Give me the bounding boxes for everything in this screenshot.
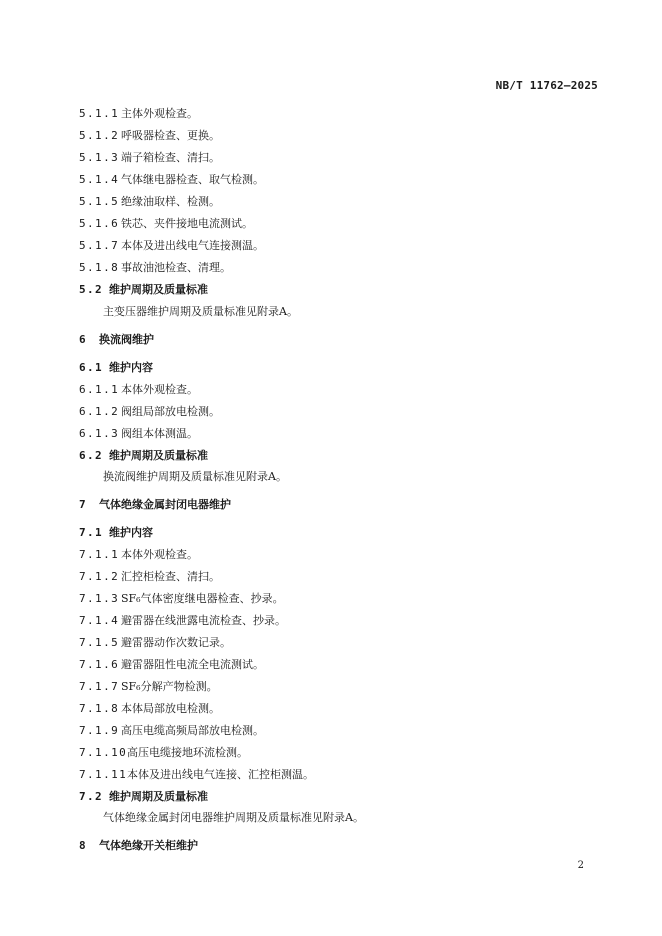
clause-number: 7.1.10 <box>79 746 128 759</box>
heading-text: 气体绝缘金属封闭电器维护 <box>99 498 231 511</box>
heading-text: 气体绝缘开关柜维护 <box>99 839 198 852</box>
clause-text: 本体局部放电检测。 <box>121 702 220 715</box>
list-item <box>79 700 220 718</box>
heading-text: 维护周期及质量标准 <box>109 283 208 296</box>
clause-text: 避雷器在线泄露电流检查、抄录。 <box>121 614 286 627</box>
section-heading <box>79 281 208 299</box>
clause-number: 5.1.2 <box>79 129 120 142</box>
clause-number: 6.1 <box>79 361 104 374</box>
list-item <box>79 259 231 277</box>
clause-text: 阀组局部放电检测。 <box>121 405 220 418</box>
clause-text: 气体继电器检查、取气检测。 <box>121 173 264 186</box>
clause-text: 主体外观检查。 <box>121 107 198 120</box>
clause-number: 7.1.3 <box>79 592 120 605</box>
clause-number: 5.1.1 <box>79 107 120 120</box>
paragraph: 气体绝缘金属封闭电器维护周期及质量标准见附录A。 <box>103 811 364 824</box>
clause-number: 7.1.5 <box>79 636 120 649</box>
clause-number: 7.1.9 <box>79 724 120 737</box>
list-item <box>79 127 220 145</box>
clause-number: 5.1.5 <box>79 195 120 208</box>
clause-number: 7.1.2 <box>79 570 120 583</box>
clause-number: 5.1.8 <box>79 261 120 274</box>
clause-text: 事故油池检查、清理。 <box>121 261 231 274</box>
clause-text: 避雷器动作次数记录。 <box>121 636 231 649</box>
clause-number: 5.1.6 <box>79 217 120 230</box>
clause-text: 绝缘油取样、检测。 <box>121 195 220 208</box>
list-item <box>79 634 231 652</box>
list-item <box>79 656 264 674</box>
clause-number: 7.1.1 <box>79 548 120 561</box>
clause-number: 7.1.7 <box>79 680 120 693</box>
clause-number: 5.1.3 <box>79 151 120 164</box>
list-item <box>79 171 264 189</box>
clause-text: 呼吸器检查、更换。 <box>121 129 220 142</box>
clause-text: 铁芯、夹件接地电流测试。 <box>121 217 253 230</box>
paragraph: 换流阀维护周期及质量标准见附录A。 <box>103 470 287 483</box>
list-item <box>79 568 220 586</box>
section-heading <box>79 788 208 806</box>
clause-number: 7.1.11 <box>79 768 128 781</box>
clause-text: 本体外观检查。 <box>121 548 198 561</box>
list-item <box>79 425 198 443</box>
clause-text: 端子箱检查、清扫。 <box>121 151 220 164</box>
clause-number: 5.1.4 <box>79 173 120 186</box>
list-item <box>79 678 218 696</box>
clause-number: 8 <box>79 839 88 852</box>
clause-text: 汇控柜检查、清扫。 <box>121 570 220 583</box>
list-item <box>79 612 286 630</box>
page-number: 2 <box>577 860 584 871</box>
standard-number-header: NB/T 11762—2025 <box>495 79 598 92</box>
clause-number: 7.1.8 <box>79 702 120 715</box>
heading-text: 维护内容 <box>109 361 153 374</box>
list-item <box>79 105 198 123</box>
clause-number: 6.1.1 <box>79 383 120 396</box>
clause-number: 7.2 <box>79 790 104 803</box>
clause-text: 高压电缆接地环流检测。 <box>127 746 248 759</box>
list-item <box>79 193 220 211</box>
list-item <box>79 237 264 255</box>
clause-number: 5.2 <box>79 283 104 296</box>
clause-text: 本体及进出线电气连接、汇控柜测温。 <box>127 768 314 781</box>
section-heading <box>79 524 153 542</box>
heading-text: 维护周期及质量标准 <box>109 790 208 803</box>
section-heading <box>79 359 153 377</box>
clause-number: 6.1.3 <box>79 427 120 440</box>
list-item <box>79 744 248 762</box>
heading-text: 换流阀维护 <box>99 333 154 346</box>
clause-text: SF₆分解产物检测。 <box>121 680 218 693</box>
clause-number: 7.1.6 <box>79 658 120 671</box>
clause-number: 6.1.2 <box>79 405 120 418</box>
chapter-heading <box>79 837 198 855</box>
clause-text: 高压电缆高频局部放电检测。 <box>121 724 264 737</box>
list-item <box>79 590 284 608</box>
list-item <box>79 149 220 167</box>
list-item <box>79 766 314 784</box>
clause-text: 避雷器阻性电流全电流测试。 <box>121 658 264 671</box>
list-item <box>79 403 220 421</box>
clause-number: 7.1 <box>79 526 104 539</box>
clause-number: 7.1.4 <box>79 614 120 627</box>
list-item <box>79 215 253 233</box>
chapter-heading <box>79 496 231 514</box>
clause-text: SF₆气体密度继电器检查、抄录。 <box>121 592 284 605</box>
clause-number: 7 <box>79 498 88 511</box>
clause-number: 6.2 <box>79 449 104 462</box>
list-item <box>79 722 264 740</box>
clause-number: 6 <box>79 333 88 346</box>
heading-text: 维护周期及质量标准 <box>109 449 208 462</box>
section-heading <box>79 447 208 465</box>
clause-text: 本体外观检查。 <box>121 383 198 396</box>
heading-text: 维护内容 <box>109 526 153 539</box>
paragraph: 主变压器维护周期及质量标准见附录A。 <box>103 305 298 318</box>
clause-text: 阀组本体测温。 <box>121 427 198 440</box>
clause-number: 5.1.7 <box>79 239 120 252</box>
list-item <box>79 381 198 399</box>
list-item <box>79 546 198 564</box>
chapter-heading <box>79 331 154 349</box>
clause-text: 本体及进出线电气连接测温。 <box>121 239 264 252</box>
